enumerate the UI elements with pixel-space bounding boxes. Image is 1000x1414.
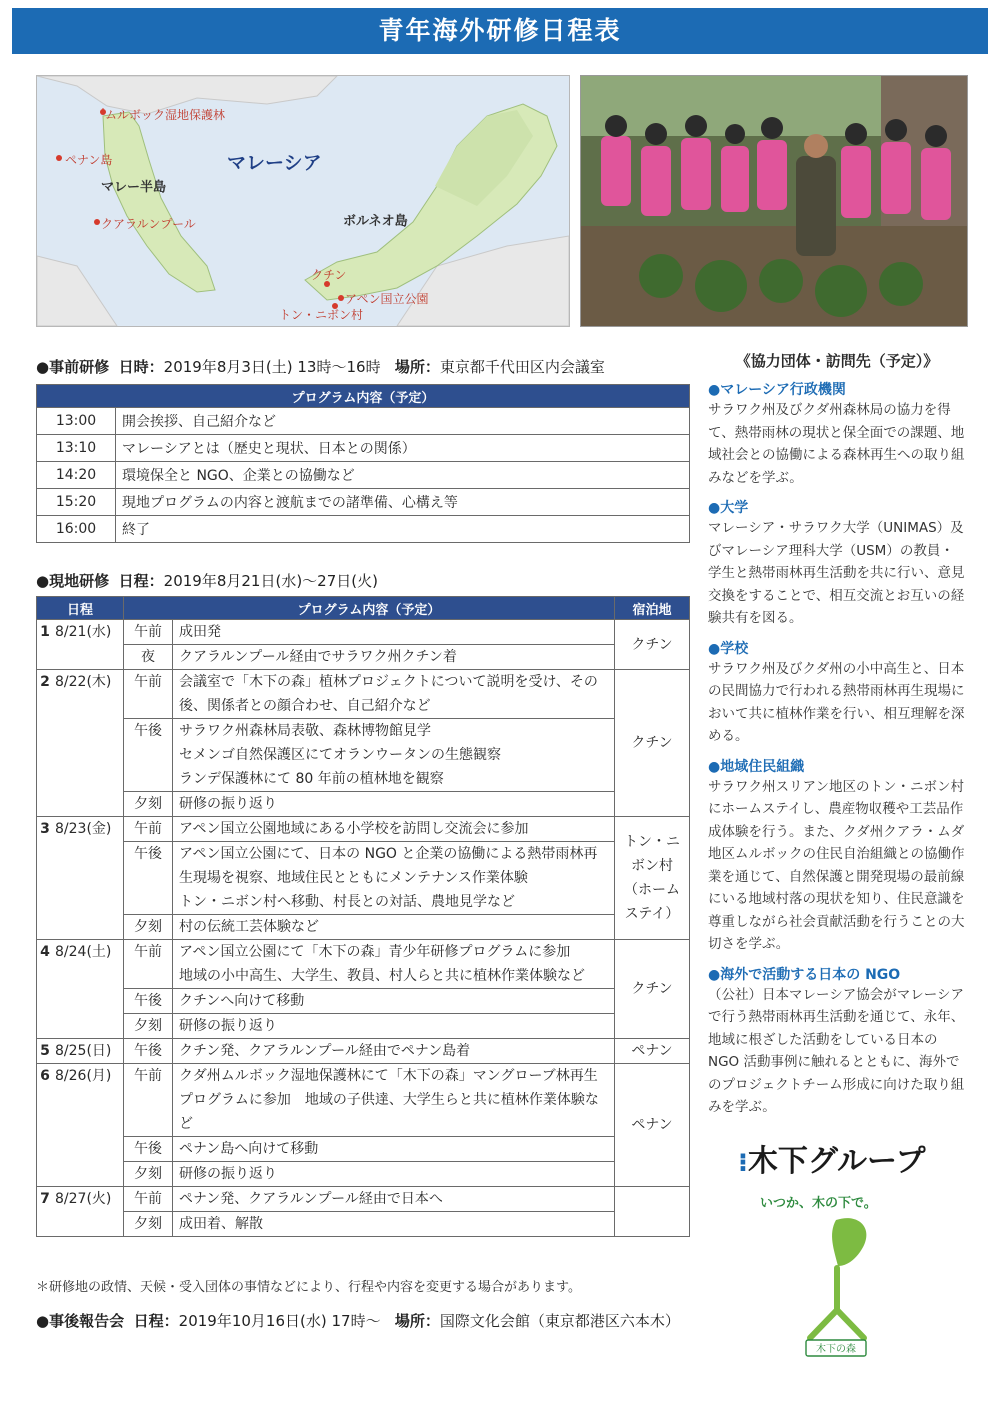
group-photo — [580, 75, 968, 327]
program-content — [173, 719, 615, 792]
day-number: 5 — [37, 1039, 54, 1064]
partner-body: （公社）日本マレーシア協会がマレーシアで行う熱帯雨林再生活動を通じて、永年、地域に根ざした活動をしている日本の NGO 活動事例に触れるとともに、海外でのプロジェクトチーム形成に向けた取り組みを学ぶ。 — [708, 986, 965, 1115]
map-label-village: トン・ニボン村 — [279, 308, 364, 322]
time-slot: 午後 — [124, 1039, 173, 1064]
pre-time: 16:00 — [37, 516, 116, 543]
program-line: クアラルンプール経由でサラワク州クチン着 — [179, 649, 457, 665]
program-line: クチンへ向けて移動 — [179, 993, 305, 1009]
day-date: 8/27(火) — [53, 1187, 124, 1237]
program-line: アペン国立公園にて、日本の NGO と企業の協働による熱帯雨林再生現場を視察、地域住民とともにメンテナンス作業体験 — [179, 846, 598, 886]
partner-heading: ●地域住民組織 — [708, 758, 805, 775]
pre-content: 終了 — [116, 516, 690, 543]
day-number: 3 — [37, 817, 54, 940]
program-content — [173, 940, 615, 989]
field-training-table — [36, 596, 690, 1237]
stay-location: ペナン — [615, 1039, 690, 1064]
program-content — [173, 1212, 615, 1237]
pre-content: 開会挨拶、自己紹介など — [116, 408, 690, 435]
field-row — [37, 1162, 690, 1187]
pre-training-col-header: プログラム内容（予定） — [37, 385, 690, 408]
page-title: 青年海外研修日程表 — [12, 8, 988, 54]
partner-heading: ●大学 — [708, 500, 749, 516]
field-row — [37, 1014, 690, 1039]
change-note: ＊研修地の政情、天候・受入団体の事情などにより、行程や内容を変更する場合があります。 — [36, 1280, 581, 1295]
program-content — [173, 792, 615, 817]
malaysia-map — [36, 75, 570, 327]
pre-training-row — [37, 462, 690, 489]
program-line: サラワク州森林局表敬、森林博物館見学 — [179, 723, 431, 739]
stay-location: クチン — [615, 940, 690, 1039]
time-slot: 午前 — [124, 1187, 173, 1212]
program-content — [173, 1137, 615, 1162]
program-line: クダ州ムルボック湿地保護林にて「木下の森」マングローブ林再生プログラムに参加 地域の子供達、大学生らと共に植林作業体験など — [179, 1068, 599, 1132]
program-content — [173, 989, 615, 1014]
pre-content: 現地プログラムの内容と渡航までの諸準備、心構え等 — [116, 489, 690, 516]
field-col-program: プログラム内容（予定） — [124, 597, 615, 620]
time-slot: 午前 — [124, 620, 173, 645]
brand-slogan: いつか、木の下で。 — [760, 1196, 877, 1211]
program-content — [173, 670, 615, 719]
partner-body: サラワク州及びクダ州森林局の協力を得て、熱帯雨林の現状と保全面での課題、地域社会との協働による森林再生への取り組みなどを学ぶ。 — [708, 402, 965, 486]
field-row — [37, 817, 690, 842]
field-row — [37, 940, 690, 989]
pre-time: 13:10 — [37, 435, 116, 462]
time-slot: 夕刻 — [124, 1162, 173, 1187]
program-content — [173, 915, 615, 940]
program-line: 会議室で「木下の森」植林プロジェクトについて説明を受け、その後、関係者との顔合わせ、自己紹介など — [179, 674, 598, 714]
field-row — [37, 842, 690, 915]
map-label-malaysia: マレーシア — [227, 152, 322, 174]
stay-location: トン・ニボン村（ホームステイ） — [615, 817, 690, 940]
day-date: 8/23(金) — [53, 817, 124, 940]
program-line: トン・ニボン村へ移動、村長との対話、農地見学など — [179, 894, 515, 910]
field-row — [37, 1039, 690, 1064]
partner-heading: ●海外で活動する日本の NGO — [708, 966, 901, 983]
program-line: 成田着、解散 — [179, 1216, 263, 1232]
map-label-apen: アペン国立公園 — [345, 292, 429, 306]
field-row — [37, 1187, 690, 1212]
day-date: 8/26(月) — [53, 1064, 124, 1187]
map-label-penang: ペナン島 — [65, 153, 113, 167]
program-line: アペン国立公園にて「木下の森」青少年研修プログラムに参加 — [179, 944, 571, 960]
pre-time: 14:20 — [37, 462, 116, 489]
time-slot: 午前 — [124, 1064, 173, 1137]
program-line: 研修の振り返り — [179, 796, 277, 812]
time-slot: 夕刻 — [124, 915, 173, 940]
forest-label: 木下の森 — [816, 1344, 856, 1355]
program-line: ペナン発、クアラルンプール経由で日本へ — [179, 1191, 443, 1207]
report-meeting-heading: ●事後報告会 日程：2019年10月16日(水) 17時～ 場所：国際文化会館（東京都港区六本木） — [36, 1312, 680, 1330]
map-label-peninsula: マレー半島 — [101, 180, 167, 195]
field-row — [37, 792, 690, 817]
partners-title: 《協力団体・訪問先（予定）》 — [735, 352, 939, 370]
program-content — [173, 1162, 615, 1187]
map-label-murbok: ムルボック湿地保護林 — [105, 108, 226, 122]
program-content — [173, 1064, 615, 1137]
time-slot: 夜 — [124, 645, 173, 670]
map-label-kuching: クチン — [311, 268, 347, 282]
field-row — [37, 620, 690, 645]
day-number: 6 — [37, 1064, 54, 1187]
time-slot: 午前 — [124, 817, 173, 842]
field-row — [37, 1137, 690, 1162]
pre-time: 13:00 — [37, 408, 116, 435]
field-row — [37, 670, 690, 719]
program-content — [173, 1039, 615, 1064]
time-slot: 午後 — [124, 1137, 173, 1162]
time-slot: 夕刻 — [124, 1014, 173, 1039]
program-line: 研修の振り返り — [179, 1166, 277, 1182]
time-slot: 午後 — [124, 719, 173, 792]
time-slot: 午前 — [124, 940, 173, 989]
map-label-kl: クアラルンプール — [101, 217, 196, 231]
day-number: 2 — [37, 670, 54, 817]
program-content — [173, 1014, 615, 1039]
day-date: 8/21(水) — [53, 620, 124, 670]
program-line: アペン国立公園地域にある小学校を訪問し交流会に参加 — [179, 821, 529, 837]
program-content — [173, 645, 615, 670]
day-number: 1 — [37, 620, 54, 670]
stay-location: クチン — [615, 670, 690, 817]
program-content — [173, 842, 615, 915]
pre-training-row — [37, 408, 690, 435]
day-number: 4 — [37, 940, 54, 1039]
time-slot: 午後 — [124, 989, 173, 1014]
day-number: 7 — [37, 1187, 54, 1237]
program-line: 村の伝統工芸体験など — [179, 919, 319, 935]
time-slot: 夕刻 — [124, 1212, 173, 1237]
field-training-heading: ●現地研修 日程：2019年8月21日(水)～27日(火) — [36, 572, 378, 590]
pre-training-table — [36, 384, 690, 543]
time-slot: 午前 — [124, 670, 173, 719]
day-date: 8/24(土) — [53, 940, 124, 1039]
program-line: ペナン島へ向けて移動 — [179, 1141, 319, 1157]
field-row — [37, 645, 690, 670]
field-row — [37, 915, 690, 940]
stay-location: ペナン — [615, 1064, 690, 1187]
program-line: セメンゴ自然保護区にてオランウータンの生態観察 — [179, 747, 501, 763]
program-content — [173, 620, 615, 645]
pre-content: マレーシアとは（歴史と現状、日本との関係） — [116, 435, 690, 462]
partner-heading: ●マレーシア行政機関 — [708, 382, 846, 398]
field-col-date: 日程 — [37, 597, 124, 620]
program-content — [173, 817, 615, 842]
day-date: 8/25(日) — [53, 1039, 124, 1064]
partner-body: サラワク州スリアン地区のトン・ニボン村にホームステイし、農産物収穫や工芸品作成体験を行う。また、クダ州クアラ・ムダ地区ムルボックの住民自治組織との協働作業を通じて、自然保護と開発現場の最前線にいる地域村落の現状を知り、住民意識を尊重しながら社会貢献活動を行うことの大切さを学ぶ。 — [708, 778, 965, 952]
pre-training-row — [37, 516, 690, 543]
pre-training-row — [37, 435, 690, 462]
time-slot: 午後 — [124, 842, 173, 915]
field-col-stay: 宿泊地 — [615, 597, 690, 620]
partners-panel — [708, 350, 966, 1119]
pre-training-heading: ●事前研修 日時：2019年8月3日(土) 13時～16時 場所：東京都千代田区内会議室 — [36, 358, 605, 376]
logo-mark-icon: ⁝ — [738, 1148, 748, 1178]
program-line: 研修の振り返り — [179, 1018, 277, 1034]
program-line: クチン発、クアラルンプール経由でペナン島着 — [179, 1043, 471, 1059]
field-row — [37, 719, 690, 792]
field-row — [37, 1064, 690, 1137]
pre-time: 15:20 — [37, 489, 116, 516]
map-label-borneo: ボルネオ島 — [343, 214, 408, 229]
time-slot: 夕刻 — [124, 792, 173, 817]
kinoshita-group-logo: ⁝木下グループ — [738, 1144, 926, 1179]
program-content — [173, 1187, 615, 1212]
program-line: 成田発 — [179, 624, 221, 640]
forest-tree-icon — [790, 1210, 880, 1360]
pre-content: 環境保全と NGO、企業との協働など — [116, 462, 690, 489]
stay-location — [615, 1187, 690, 1237]
pre-training-row — [37, 489, 690, 516]
day-date: 8/22(木) — [53, 670, 124, 817]
partner-body: マレーシア・サラワク大学（UNIMAS）及びマレーシア理科大学（USM）の教員・学生と熱帯雨林再生活動を共に行い、意見交換をすることで、相互交流とお互いの経験共有を図る。 — [708, 520, 965, 626]
stay-location: クチン — [615, 620, 690, 670]
field-row — [37, 989, 690, 1014]
partner-heading: ●学校 — [708, 640, 749, 657]
partner-body: サラワク州及びクダ州の小中高生と、日本の民間協力で行われる熱帯雨林再生現場において共に植林作業を行い、相互理解を深める。 — [708, 660, 965, 744]
program-line: ランデ保護林にて 80 年前の植林地を観察 — [179, 771, 444, 787]
field-row — [37, 1212, 690, 1237]
program-line: 地域の小中高生、大学生、教員、村人らと共に植林作業体験など — [179, 968, 585, 984]
